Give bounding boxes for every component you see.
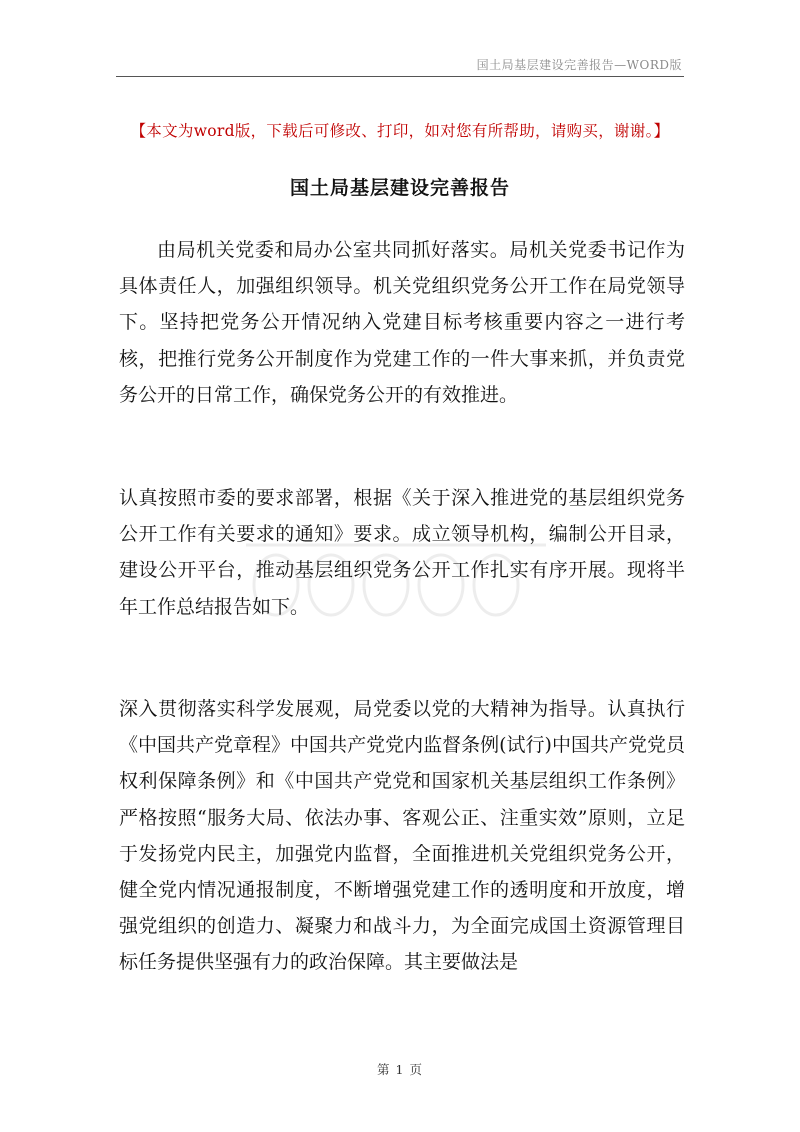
paragraph-2: 认真按照市委的要求部署，根据《关于深入推进党的基层组织党务公开工作有关要求的通知》要求。成立领导机构，编制公开目录，建设公开平台，推动基层组织党务公开工作扎实有序开展。现将半年工作总结报告如下。 (119, 487, 685, 618)
purchase-notice: 【本文为word版，下载后可修改、打印，如对您有所帮助，请购买，谢谢。】 (130, 122, 670, 140)
document-title: 国土局基层建设完善报告 (289, 177, 510, 199)
running-header: 国土局基层建设完善报告—WORD版 (476, 58, 682, 72)
page-number: 第 1 页 (377, 1062, 423, 1077)
header-divider (116, 76, 684, 77)
paragraph-3: 深入贯彻落实科学发展观，局党委以党的大精神为指导。认真执行《中国共产党章程》中国共产党党内监督条例(试行)中国共产党党员权利保障条例》和《中国共产党党和国家机关基层组织工作条例》严格按照“服务大局、依法办事、客观公正、注重实效”原则，立足于发扬党内民主，加强党内监督，全面推进机关党组织党务公开，健全党内情况通报制度，不断增强党建工作的透明度和开放度，增强党组织的创造力、凝聚力和战斗力，为全面完成国土资源管理目标任务提供坚强有力的政治保障。其主要做法是 (119, 698, 685, 974)
paragraph-1: 由局机关党委和局办公室共同抓好落实。局机关党委书记作为具体责任人，加强组织领导。机关党组织党务公开工作在局党领导下。坚持把党务公开情况纳入党建目标考核重要内容之一进行考核，把推行党务公开制度作为党建工作的一件大事来抓，并负责党务公开的日常工作，确保党务公开的有效推进。 (119, 239, 685, 406)
